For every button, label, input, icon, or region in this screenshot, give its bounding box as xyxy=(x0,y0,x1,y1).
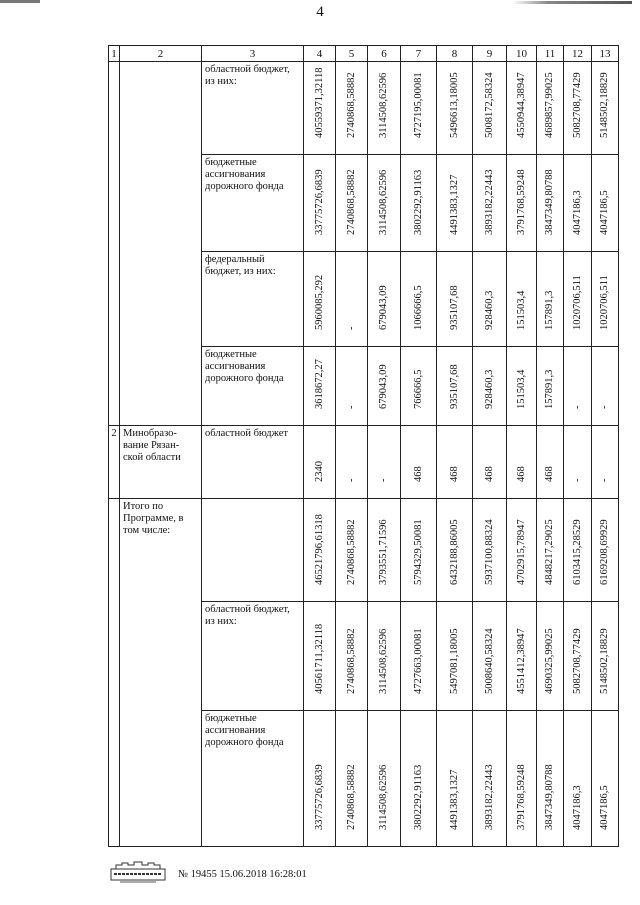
value-text: 151503,4 xyxy=(515,369,527,409)
funding-source: областной бюджет, из них: xyxy=(202,602,304,711)
header-row xyxy=(109,46,619,62)
value-cell xyxy=(336,155,368,252)
value-text: 6432188,86005 xyxy=(448,519,460,585)
value-cell xyxy=(507,155,537,252)
value-text: 3793551,71596 xyxy=(378,519,389,585)
value-cell xyxy=(537,602,564,711)
value-cell xyxy=(336,426,368,499)
funding-source: бюджетные ассигнования дорожного фонда xyxy=(202,155,304,252)
header-cell: 6 xyxy=(368,46,401,62)
value-cell xyxy=(368,602,401,711)
value-cell xyxy=(401,347,437,426)
value-cell xyxy=(473,711,507,847)
value-cell xyxy=(304,252,336,347)
value-text: 3847349,80788 xyxy=(544,169,555,235)
value-cell xyxy=(507,62,537,155)
value-cell xyxy=(537,499,564,602)
value-text: 1066666,5 xyxy=(412,285,424,330)
value-cell xyxy=(564,602,592,711)
value-text: 679043,09 xyxy=(378,285,389,330)
value-cell xyxy=(368,62,401,155)
value-cell xyxy=(537,711,564,847)
value-text: 5937100,88324 xyxy=(483,519,495,585)
value-text: 2740868,58882 xyxy=(345,72,357,138)
value-text: 3791768,59248 xyxy=(515,169,527,235)
value-text: 33775726,6839 xyxy=(313,764,325,830)
funding-source: федеральный бюджет, из них: xyxy=(202,252,304,347)
value-cell xyxy=(564,252,592,347)
value-text: 1020706,511 xyxy=(599,275,610,330)
value-text: 4727195,00081 xyxy=(412,72,424,138)
value-text: 4047186,3 xyxy=(571,190,583,235)
value-text: 4047186,3 xyxy=(571,785,583,830)
value-text: 5496613,18005 xyxy=(448,72,460,138)
page-number: 4 xyxy=(316,4,324,20)
value-cell xyxy=(592,155,619,252)
value-text: 1020706,511 xyxy=(571,275,583,330)
value-text: 6103415,28529 xyxy=(571,519,583,585)
value-cell xyxy=(473,499,507,602)
executor-cell: Итого по Программе, в том числе: xyxy=(120,499,202,847)
value-cell xyxy=(592,347,619,426)
value-cell xyxy=(537,62,564,155)
value-cell xyxy=(473,426,507,499)
value-text: 46521796,61318 xyxy=(313,514,325,585)
value-cell xyxy=(304,499,336,602)
value-cell xyxy=(336,252,368,347)
value-cell xyxy=(437,499,473,602)
value-cell xyxy=(473,347,507,426)
value-text: 4727663,00081 xyxy=(412,628,424,694)
value-cell xyxy=(437,62,473,155)
value-text: - xyxy=(345,405,357,409)
value-text: 4689857,99025 xyxy=(544,72,555,138)
value-cell xyxy=(564,426,592,499)
header-cell: 2 xyxy=(120,46,202,62)
value-text: 157891,3 xyxy=(544,290,555,330)
value-cell xyxy=(537,155,564,252)
header-cell: 8 xyxy=(437,46,473,62)
value-cell xyxy=(564,499,592,602)
value-cell xyxy=(564,155,592,252)
value-cell xyxy=(401,499,437,602)
budget-table xyxy=(108,45,619,847)
executor-cell xyxy=(120,62,202,426)
value-text: 2740868,58882 xyxy=(345,764,357,830)
value-cell xyxy=(401,711,437,847)
value-text: 2740868,58882 xyxy=(345,519,357,585)
value-cell xyxy=(507,347,537,426)
value-cell xyxy=(401,602,437,711)
value-text: 3791768,59248 xyxy=(515,764,527,830)
header-cell: 11 xyxy=(537,46,564,62)
value-cell xyxy=(437,252,473,347)
row-number xyxy=(109,499,120,847)
document-number: № 19455 15.06.2018 16:28:01 xyxy=(178,869,307,880)
value-cell xyxy=(368,252,401,347)
value-cell xyxy=(537,347,564,426)
header-cell: 13 xyxy=(592,46,619,62)
value-text: - xyxy=(571,405,583,409)
value-text: 5148502,18829 xyxy=(599,628,610,694)
value-text: 3618672,27 xyxy=(313,359,325,409)
value-cell xyxy=(437,347,473,426)
value-text: 3114508,62596 xyxy=(378,72,389,138)
value-text: 5960085,292 xyxy=(313,274,325,330)
table-row xyxy=(109,62,619,155)
registration-stamp xyxy=(110,860,166,884)
value-text: 4848217,29025 xyxy=(544,519,555,585)
value-cell xyxy=(507,426,537,499)
value-text: 5008172,58324 xyxy=(483,72,495,138)
value-text: 4702915,78947 xyxy=(515,519,527,585)
value-text: 3802292,91163 xyxy=(412,764,424,830)
value-cell xyxy=(592,602,619,711)
value-text: 40559371,32118 xyxy=(313,67,325,138)
header-cell: 4 xyxy=(304,46,336,62)
value-cell xyxy=(401,155,437,252)
value-cell xyxy=(368,347,401,426)
value-text: 468 xyxy=(448,466,460,482)
value-cell xyxy=(401,252,437,347)
value-cell xyxy=(507,711,537,847)
value-text: - xyxy=(345,478,357,482)
value-text: 928460,3 xyxy=(483,290,495,330)
value-cell xyxy=(473,155,507,252)
value-cell xyxy=(336,499,368,602)
row-number: 2 xyxy=(109,426,120,499)
value-cell xyxy=(437,426,473,499)
value-cell xyxy=(368,426,401,499)
scan-mark-left xyxy=(0,0,40,3)
value-cell xyxy=(473,62,507,155)
funding-source: областной бюджет, из них: xyxy=(202,62,304,155)
header-cell: 1 xyxy=(109,46,120,62)
table-row xyxy=(109,499,619,602)
funding-source: областной бюджет xyxy=(202,426,304,499)
value-cell xyxy=(537,252,564,347)
header-cell: 10 xyxy=(507,46,537,62)
funding-source xyxy=(202,499,304,602)
value-cell xyxy=(473,602,507,711)
value-cell xyxy=(507,252,537,347)
funding-source: бюджетные ассигнования дорожного фонда xyxy=(202,347,304,426)
value-text: 468 xyxy=(515,466,527,482)
value-cell xyxy=(336,602,368,711)
header-cell: 3 xyxy=(202,46,304,62)
value-cell xyxy=(507,602,537,711)
value-text: 33775726,6839 xyxy=(313,169,325,235)
value-cell xyxy=(473,252,507,347)
value-text: 3802292,91163 xyxy=(412,169,424,235)
value-text: 157891,3 xyxy=(544,369,555,409)
value-cell xyxy=(368,499,401,602)
executor-cell: Минобразо- вание Рязан- ской области xyxy=(120,426,202,499)
header-cell: 5 xyxy=(336,46,368,62)
value-text: 2740868,58882 xyxy=(345,628,357,694)
value-text: 4047186,5 xyxy=(599,785,610,830)
value-cell xyxy=(592,499,619,602)
value-text: 2340 xyxy=(313,461,325,482)
value-text: 3893182,22443 xyxy=(483,169,495,235)
value-text: 935107,68 xyxy=(448,285,460,330)
value-cell xyxy=(368,155,401,252)
value-cell xyxy=(304,347,336,426)
value-text: 928460,3 xyxy=(483,369,495,409)
value-text: 766666,5 xyxy=(412,369,424,409)
value-cell xyxy=(592,62,619,155)
value-text: 4491383,1327 xyxy=(448,174,460,235)
value-text: 2740868,58882 xyxy=(345,169,357,235)
value-cell xyxy=(336,347,368,426)
header-cell: 7 xyxy=(401,46,437,62)
value-text: 5497081,18005 xyxy=(448,628,460,694)
value-text: - xyxy=(378,478,389,482)
value-text: 3893182,22443 xyxy=(483,764,495,830)
value-text: 6169208,69929 xyxy=(599,519,610,585)
value-cell xyxy=(401,426,437,499)
table-row xyxy=(109,426,619,499)
row-number xyxy=(109,62,120,426)
value-text: 935107,68 xyxy=(448,364,460,409)
value-text: 5008640,58324 xyxy=(483,628,495,694)
value-text: 468 xyxy=(412,466,424,482)
value-cell xyxy=(507,499,537,602)
value-cell xyxy=(437,602,473,711)
funding-source: бюджетные ассигнования дорожного фонда xyxy=(202,711,304,847)
value-text: 4047186,5 xyxy=(599,190,610,235)
value-text: 5148502,18829 xyxy=(599,72,610,138)
value-cell xyxy=(304,62,336,155)
value-cell xyxy=(537,426,564,499)
value-text: 4690325,99025 xyxy=(544,628,555,694)
value-cell xyxy=(336,711,368,847)
value-text: 5082708,77429 xyxy=(571,72,583,138)
header-cell: 9 xyxy=(473,46,507,62)
value-cell xyxy=(368,711,401,847)
value-text: - xyxy=(571,478,583,482)
value-text: 3847349,80788 xyxy=(544,764,555,830)
value-text: 40561711,32118 xyxy=(313,623,325,694)
value-text: 151503,4 xyxy=(515,290,527,330)
value-cell xyxy=(304,711,336,847)
value-cell xyxy=(564,62,592,155)
value-text: 4550944,38947 xyxy=(515,72,527,138)
value-text: - xyxy=(599,478,610,482)
value-text: 679043,09 xyxy=(378,364,389,409)
value-cell xyxy=(592,711,619,847)
value-text: 468 xyxy=(544,466,555,482)
value-cell xyxy=(336,62,368,155)
value-cell xyxy=(304,602,336,711)
value-cell xyxy=(437,155,473,252)
value-cell xyxy=(304,155,336,252)
header-cell: 12 xyxy=(564,46,592,62)
value-cell xyxy=(564,347,592,426)
value-text: 4551412,38947 xyxy=(515,628,527,694)
value-text: 3114508,62596 xyxy=(378,169,389,235)
value-text: 3114508,62596 xyxy=(378,628,389,694)
value-text: 5082708,77429 xyxy=(571,628,583,694)
value-text: 5794329,50081 xyxy=(412,519,424,585)
value-cell xyxy=(437,711,473,847)
value-text: 4491383,1327 xyxy=(448,769,460,830)
value-cell xyxy=(304,426,336,499)
value-text: 3114508,62596 xyxy=(378,764,389,830)
value-cell xyxy=(401,62,437,155)
value-cell xyxy=(564,711,592,847)
value-cell xyxy=(592,426,619,499)
value-text: - xyxy=(345,326,357,330)
value-text: 468 xyxy=(483,466,495,482)
value-cell xyxy=(592,252,619,347)
value-text: - xyxy=(599,405,610,409)
